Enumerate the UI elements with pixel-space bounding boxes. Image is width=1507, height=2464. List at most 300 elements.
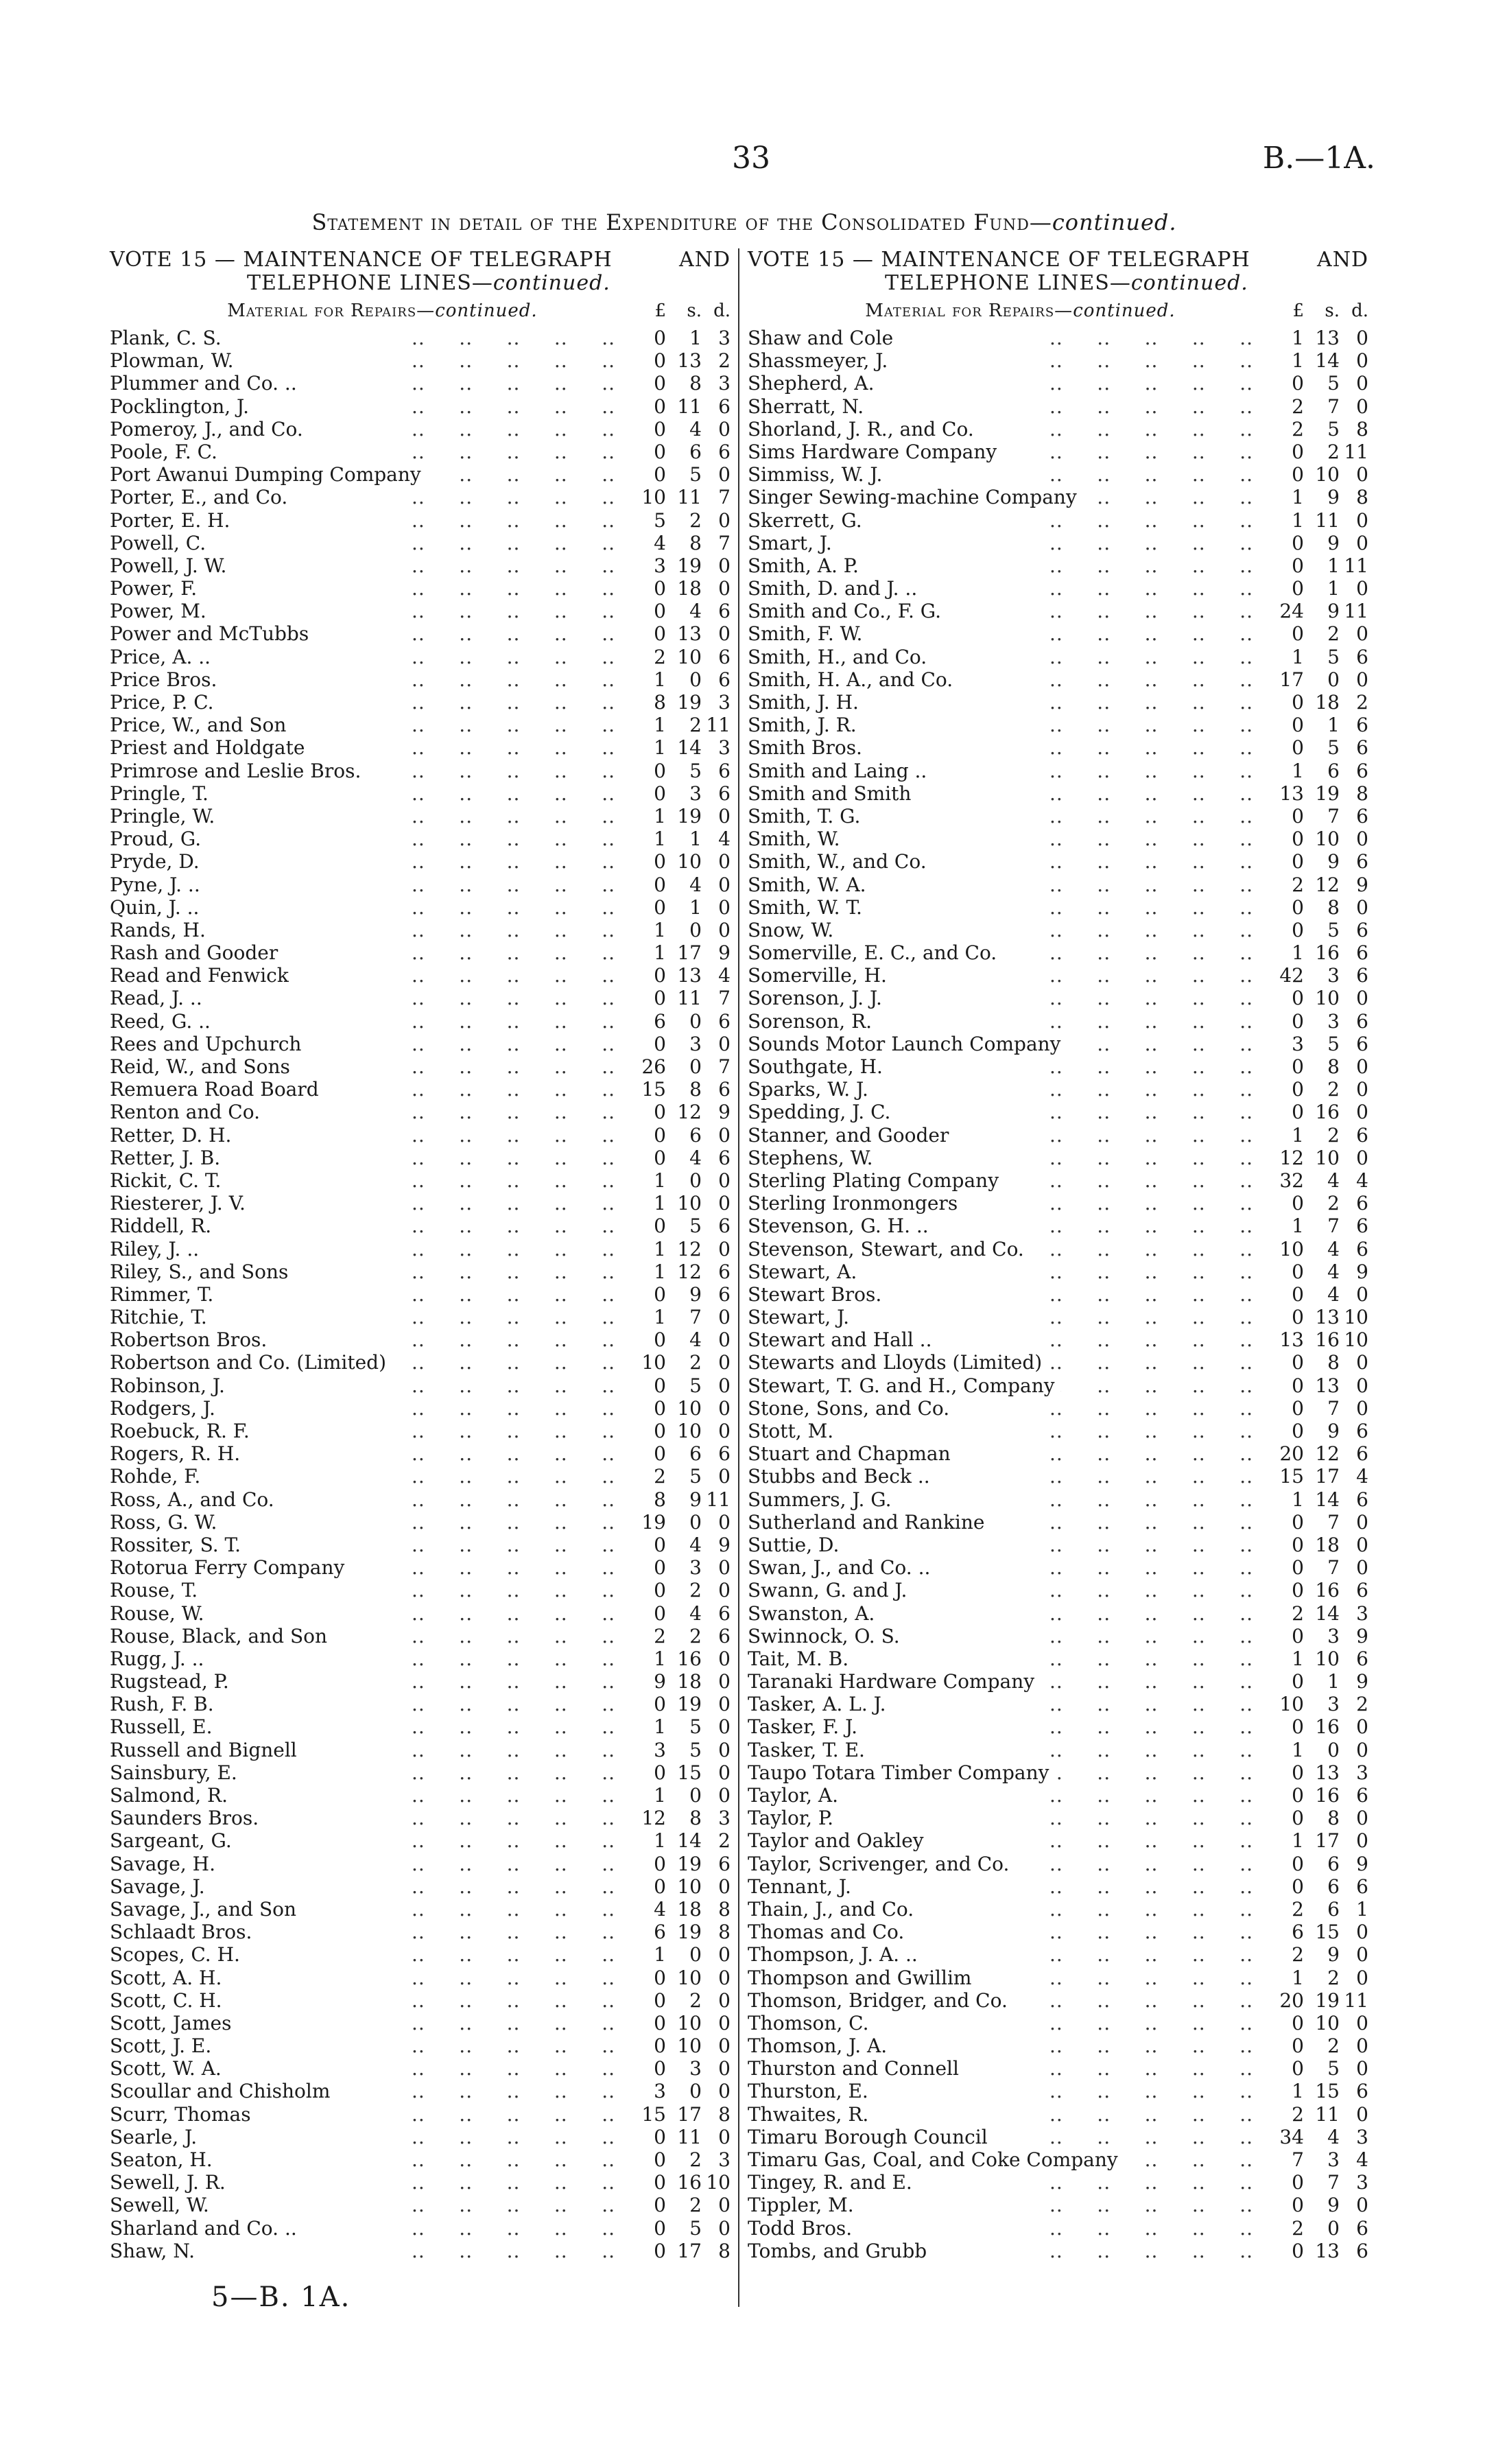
amount-pence: 0 [718,1374,731,1397]
subheading-continued: continued. [435,301,538,321]
amount-pounds: 1 [654,1260,666,1283]
payee-name: Stewart, J. .. [748,1306,1272,1328]
amount-pence: 0 [1356,2194,1368,2217]
amount-pence: 4 [718,828,731,851]
amount-shillings: 17 [1315,1829,1340,1853]
amount-pounds: 0 [1292,1101,1304,1124]
amount-shillings: 6 [1327,1875,1340,1898]
amount-shillings: 5 [1327,2057,1340,2080]
amount-shillings: 1 [689,327,702,349]
amount-pounds: 1 [654,828,666,851]
amount-pence: 2 [718,1829,731,1853]
table-row [110,463,731,486]
payee-name: Timaru Borough Council .. [748,2126,1272,2148]
amount-pounds: 42 [1279,964,1304,987]
table-row [748,1761,1368,1784]
amount-pence: 0 [1356,1715,1368,1739]
payee-name: Smith, W. A. .. [748,873,1272,896]
payee-name: Shassmeyer, J. .. [748,349,1272,372]
payee-name: Stewart, A. .. [748,1260,1272,1283]
table-row [110,2148,731,2171]
payee-name: Somerville, E. C., and Co. .. [748,941,1272,964]
amount-shillings: 9 [1327,531,1340,554]
payee-name: Savage, H. .. [110,1853,634,1875]
amount-pence: 6 [718,645,731,668]
amount-shillings: 16 [1315,1328,1340,1352]
payee-name: Poole, F. C. .. [110,441,634,463]
amount-pence: 0 [1356,1055,1368,1078]
table-row [110,2126,731,2148]
amount-shillings: 19 [677,554,702,577]
payee-name: Tombs, and Grubb .. [748,2240,1272,2262]
amount-pence: 6 [718,1601,731,1625]
amount-pounds: 0 [654,1420,666,1442]
amount-shillings: 3 [1327,2148,1340,2171]
amount-pence: 6 [1356,2080,1368,2103]
amount-shillings: 8 [689,1078,702,1101]
payee-name: Stephens, W. .. [748,1147,1272,1169]
table-row [110,1556,731,1579]
table-row [748,2080,1368,2102]
payee-name: Rugg, J. .. .. [110,1647,634,1670]
payee-name: Pomeroy, J., and Co. .. [110,418,634,441]
amount-pence: 0 [1356,987,1368,1010]
payee-name: Russell, E. .. [110,1715,634,1738]
amount-pence: 6 [1356,941,1368,965]
amount-pence: 0 [1356,668,1368,691]
amount-pence: 11 [1344,554,1368,577]
amount-shillings: 8 [1327,895,1340,919]
shillings-header: s. [687,301,702,321]
amount-pence: 0 [718,577,731,600]
vote-heading-continued: continued. [493,271,610,295]
table-row [748,1739,1368,1761]
table-row [110,1238,731,1260]
table-row [748,736,1368,759]
table-row [110,1465,731,1488]
payee-name: Power, F. .. [110,577,634,600]
amount-shillings: 8 [1327,1055,1340,1078]
statement-title-main: Statement in detail of the Expenditure of the Consolidated Fund— [311,209,1052,235]
amount-shillings: 9 [1327,850,1340,873]
payee-name: Plank, C. S. .. [110,327,634,349]
table-row [110,1534,731,1556]
amount-shillings: 9 [1327,1943,1340,1967]
table-row [110,1761,731,1784]
amount-pence: 6 [1356,1123,1368,1147]
amount-shillings: 5 [689,463,702,486]
amount-pence: 0 [1356,2011,1368,2034]
amount-shillings: 11 [677,395,702,418]
amount-pounds: 0 [654,987,666,1010]
table-row [110,1898,731,1921]
amount-pence: 0 [718,1306,731,1329]
table-row [110,395,731,418]
amount-pounds: 6 [654,1921,666,1944]
amount-pence: 6 [1356,1009,1368,1033]
table-row [110,1328,731,1351]
amount-pounds: 0 [1292,2171,1304,2194]
table-row [748,1442,1368,1465]
amount-pounds: 1 [654,714,666,737]
amount-pence: 0 [718,1328,731,1352]
amount-pounds: 12 [1279,1146,1304,1169]
payee-name: Rugstead, P. .. [110,1670,634,1693]
amount-shillings: 5 [1327,372,1340,395]
table-row [110,1283,731,1306]
amount-pence: 6 [1356,759,1368,782]
table-row [110,1488,731,1511]
amount-pence: 3 [718,327,731,349]
table-row [748,1556,1368,1579]
statement-title-continued: continued. [1052,209,1177,235]
amount-pounds: 3 [654,1738,666,1761]
amount-shillings: 4 [1327,2125,1340,2148]
payee-name: Stubbs and Beck .. .. [748,1465,1272,1488]
amount-pounds: 0 [1292,2194,1304,2217]
amount-pounds: 0 [654,327,666,349]
amount-shillings: 0 [689,1943,702,1967]
amount-shillings: 5 [1327,645,1340,668]
amount-pence: 0 [718,2011,731,2034]
payee-name: Priest and Holdgate .. [110,736,634,759]
table-row [110,1010,731,1033]
payee-name: Sewell, W. .. [110,2194,634,2216]
amount-pence: 6 [1356,1192,1368,1215]
amount-shillings: 0 [689,1784,702,1807]
amount-shillings: 3 [689,1556,702,1580]
payee-name: Smith, W., and Co. .. [748,850,1272,873]
payee-name: Stott, M. .. [748,1420,1272,1442]
amount-pence: 3 [1356,1761,1368,1784]
amount-pounds: 1 [1292,1123,1304,1147]
amount-pence: 0 [718,804,731,828]
amount-pounds: 0 [654,2171,666,2194]
table-row [748,395,1368,418]
amount-pence: 0 [1356,1510,1368,1534]
amount-shillings: 0 [689,2080,702,2103]
table-row [748,1101,1368,1123]
amount-pounds: 6 [654,1009,666,1033]
amount-shillings: 8 [689,372,702,395]
amount-pence: 0 [718,2080,731,2103]
amount-shillings: 19 [1315,782,1340,805]
amount-pence: 0 [718,1988,731,2012]
payee-name: Smith, W. .. [748,828,1272,850]
amount-pence: 0 [718,895,731,919]
amount-pence: 0 [718,1693,731,1716]
amount-shillings: 14 [1315,1601,1340,1625]
amount-pounds: 1 [1292,2080,1304,2103]
table-row [748,372,1368,395]
table-row [110,1715,731,1738]
payee-name: Port Awanui Dumping Company .. [110,463,634,486]
table-row [748,463,1368,486]
table-row [748,1853,1368,1875]
payee-name: Pringle, T. .. [110,782,634,805]
amount-pounds: 2 [1292,417,1304,441]
table-row [110,850,731,873]
amount-pounds: 0 [1292,1556,1304,1580]
payee-name: Taylor and Oakley .. [748,1829,1272,1852]
payee-name: Southgate, H. .. [748,1055,1272,1078]
amount-shillings: 10 [1315,1146,1340,1169]
amount-pounds: 0 [654,1396,666,1420]
table-row [748,646,1368,668]
amount-pounds: 0 [654,1601,666,1625]
amount-shillings: 4 [689,1601,702,1625]
payee-name: Powell, J. W. .. [110,554,634,577]
payee-name: Quin, J. .. .. [110,896,634,919]
payee-name: Searle, J. .. [110,2126,634,2148]
amount-pence: 8 [718,2239,731,2262]
amount-pence: 3 [718,1807,731,1830]
amount-pounds: 1 [654,1192,666,1215]
payee-name: Sparks, W. J. .. [748,1078,1272,1101]
amount-shillings: 5 [689,759,702,782]
payee-name: Price, P. C. .. [110,691,634,714]
table-row [748,327,1368,349]
amount-pounds: 3 [654,2080,666,2103]
payee-name: Ross, G. W. .. [110,1511,634,1534]
table-row [748,1260,1368,1283]
table-row [110,1124,731,1147]
table-row [748,1921,1368,1943]
payee-name: Suttie, D. .. [748,1534,1272,1556]
table-row [110,987,731,1009]
amount-shillings: 3 [689,1032,702,1055]
amount-pounds: 0 [654,600,666,623]
amount-shillings: 16 [677,1647,702,1670]
amount-pence: 0 [1356,1807,1368,1830]
payee-name: Smith Bros. .. [748,736,1272,759]
amount-pounds: 0 [1292,554,1304,577]
amount-shillings: 1 [1327,1670,1340,1693]
payee-name: Scopes, C. H. .. [110,1943,634,1966]
table-row [110,964,731,987]
amount-pence: 0 [1356,1556,1368,1580]
table-row [110,1989,731,2012]
amount-shillings: 19 [677,1693,702,1716]
amount-pounds: 0 [1292,372,1304,395]
payee-name: Thain, J., and Co. .. [748,1898,1272,1921]
amount-pounds: 0 [654,1852,666,1875]
payee-name: Schlaadt Bros. .. [110,1921,634,1943]
payee-name: Sims Hardware Company .. [748,441,1272,463]
table-row [110,1101,731,1123]
vote-heading [110,248,731,295]
amount-pence: 0 [718,2194,731,2217]
amount-shillings: 10 [677,1420,702,1442]
table-row [748,919,1368,941]
payee-name: Price, W., and Son .. [110,714,634,736]
amount-shillings: 3 [1327,1009,1340,1033]
payee-name: Rees and Upchurch .. [110,1033,634,1055]
amount-pence: 0 [718,1670,731,1693]
table-row [110,691,731,714]
left-column [110,248,731,2262]
amount-pounds: 0 [654,964,666,987]
amount-shillings: 13 [677,622,702,646]
amount-pence: 0 [1356,1396,1368,1420]
amount-shillings: 5 [1327,736,1340,760]
amount-pounds: 1 [1292,508,1304,532]
amount-pence: 0 [718,1579,731,1602]
amount-pence: 6 [718,440,731,463]
amount-pence: 10 [706,2171,731,2194]
table-row [110,805,731,828]
amount-pounds: 0 [654,2148,666,2171]
amount-shillings: 4 [689,1328,702,1352]
payee-name: Thurston and Connell .. [748,2057,1272,2080]
amount-pounds: 0 [1292,1396,1304,1420]
amount-pence: 9 [1356,1670,1368,1693]
table-row [748,486,1368,508]
footer-signature: 5—B. 1A. [211,2281,351,2313]
amount-pence: 6 [718,668,731,691]
amount-pence: 0 [1356,531,1368,554]
amount-pence: 6 [1356,1488,1368,1511]
payee-name: Rouse, T. .. [110,1579,634,1601]
amount-pounds: 0 [1292,1510,1304,1534]
payee-name: Tippler, M. .. [748,2194,1272,2216]
pounds-header: £ [654,301,666,321]
table-row [110,1875,731,1898]
amount-pounds: 0 [654,1556,666,1580]
amount-shillings: 1 [689,828,702,851]
amount-pence: 6 [1356,2239,1368,2262]
payee-name: Tingey, R. and E. .. [748,2171,1272,2194]
table-row [748,2034,1368,2057]
payee-name: Snow, W. .. [748,919,1272,941]
table-row [748,1511,1368,1534]
payee-name: Smith, J. H. .. [748,691,1272,714]
payee-name: Thwaites, R. .. [748,2103,1272,2126]
table-row [110,2217,731,2240]
amount-pence: 6 [718,1260,731,1283]
amount-shillings: 4 [1327,1260,1340,1283]
table-row [748,532,1368,554]
amount-shillings: 5 [689,1215,702,1238]
table-row [110,2240,731,2262]
table-row [110,600,731,622]
amount-shillings: 1 [1327,577,1340,600]
payee-name: Salmond, R. .. [110,1784,634,1807]
amount-pounds: 0 [654,1966,666,1989]
amount-shillings: 3 [1327,1624,1340,1647]
amount-pence: 0 [718,2034,731,2058]
section-subheading [110,301,731,327]
table-row [110,2057,731,2080]
amount-pounds: 12 [641,1807,666,1830]
amount-shillings: 0 [689,1009,702,1033]
amount-pence: 0 [1356,828,1368,851]
payee-name: Smith, A. P. .. [748,554,1272,577]
amount-shillings: 2 [689,1351,702,1374]
amount-shillings: 11 [677,987,702,1010]
amount-shillings: 7 [1327,1510,1340,1534]
amount-pounds: 0 [654,850,666,873]
amount-pounds: 0 [1292,1852,1304,1875]
amount-shillings: 0 [689,1510,702,1534]
column-divider [738,248,739,2307]
payee-name: Sharland and Co. .. .. [110,2217,634,2240]
amount-pounds: 15 [641,2102,666,2126]
table-row [110,1215,731,1237]
amount-pounds: 1 [654,1237,666,1260]
payee-name: Robertson Bros. .. [110,1328,634,1351]
vote-heading-continued: continued. [1130,271,1248,295]
amount-pence: 0 [1356,327,1368,349]
amount-pounds: 0 [1292,804,1304,828]
payee-name: Rodgers, J. .. [110,1397,634,1420]
amount-pounds: 0 [654,782,666,805]
table-row [110,1853,731,1875]
amount-shillings: 13 [1315,2239,1340,2262]
amount-pence: 0 [1356,1146,1368,1169]
payee-name: Read and Fenwick .. [110,964,634,987]
amount-shillings: 3 [1327,1693,1340,1716]
payee-name: Sounds Motor Launch Company .. [748,1033,1272,1055]
payee-name: Remuera Road Board .. [110,1078,634,1101]
payee-name: Thompson, J. A. .. .. [748,1943,1272,1966]
amount-pounds: 1 [654,918,666,941]
amount-pence: 1 [1356,1897,1368,1921]
amount-pence: 8 [718,1921,731,1944]
amount-pence: 0 [718,1875,731,1898]
payee-name: Rimmer, T. .. [110,1283,634,1306]
payee-name: Tennant, J. .. [748,1875,1272,1898]
amount-pounds: 0 [654,2239,666,2262]
payee-name: Scott, A. H. .. [110,1967,634,1989]
payee-name: Swan, J., and Co. .. .. [748,1556,1272,1579]
table-row [748,2057,1368,2080]
amount-pounds: 9 [654,1670,666,1693]
amount-pounds: 0 [654,1533,666,1556]
payee-name: Shaw, N. .. [110,2240,634,2262]
payee-name: Smith and Smith .. [748,782,1272,805]
amount-pounds: 0 [1292,2011,1304,2034]
payee-name: Rands, H. .. [110,919,634,941]
payee-name: Rickit, C. T. .. [110,1169,634,1192]
amount-pence: 7 [718,486,731,509]
amount-pence: 7 [718,1055,731,1078]
table-row [748,1943,1368,1966]
amount-pounds: 3 [654,554,666,577]
amount-shillings: 8 [689,531,702,554]
amount-pounds: 17 [1279,668,1304,691]
amount-pounds: 0 [654,1215,666,1238]
amount-pounds: 0 [654,2216,666,2240]
vote-heading-line2: TELEPHONE LINES— [247,271,493,295]
amount-pounds: 5 [654,508,666,532]
amount-pence: 0 [718,850,731,873]
amount-pence: 6 [718,395,731,418]
table-row [748,1374,1368,1397]
payee-name: Thompson and Gwillim .. [748,1967,1272,1989]
amount-pounds: 1 [654,668,666,691]
amount-shillings: 2 [689,2148,702,2171]
payee-name: Scott, C. H. .. [110,1989,634,2012]
table-row [748,509,1368,532]
table-row [748,1306,1368,1328]
amount-pence: 0 [718,463,731,486]
amount-pence: 0 [718,1761,731,1784]
amount-pounds: 0 [654,417,666,441]
amount-pounds: 0 [654,2034,666,2058]
payee-name: Scott, J. E. .. [110,2034,634,2057]
amount-pence: 0 [1356,895,1368,919]
